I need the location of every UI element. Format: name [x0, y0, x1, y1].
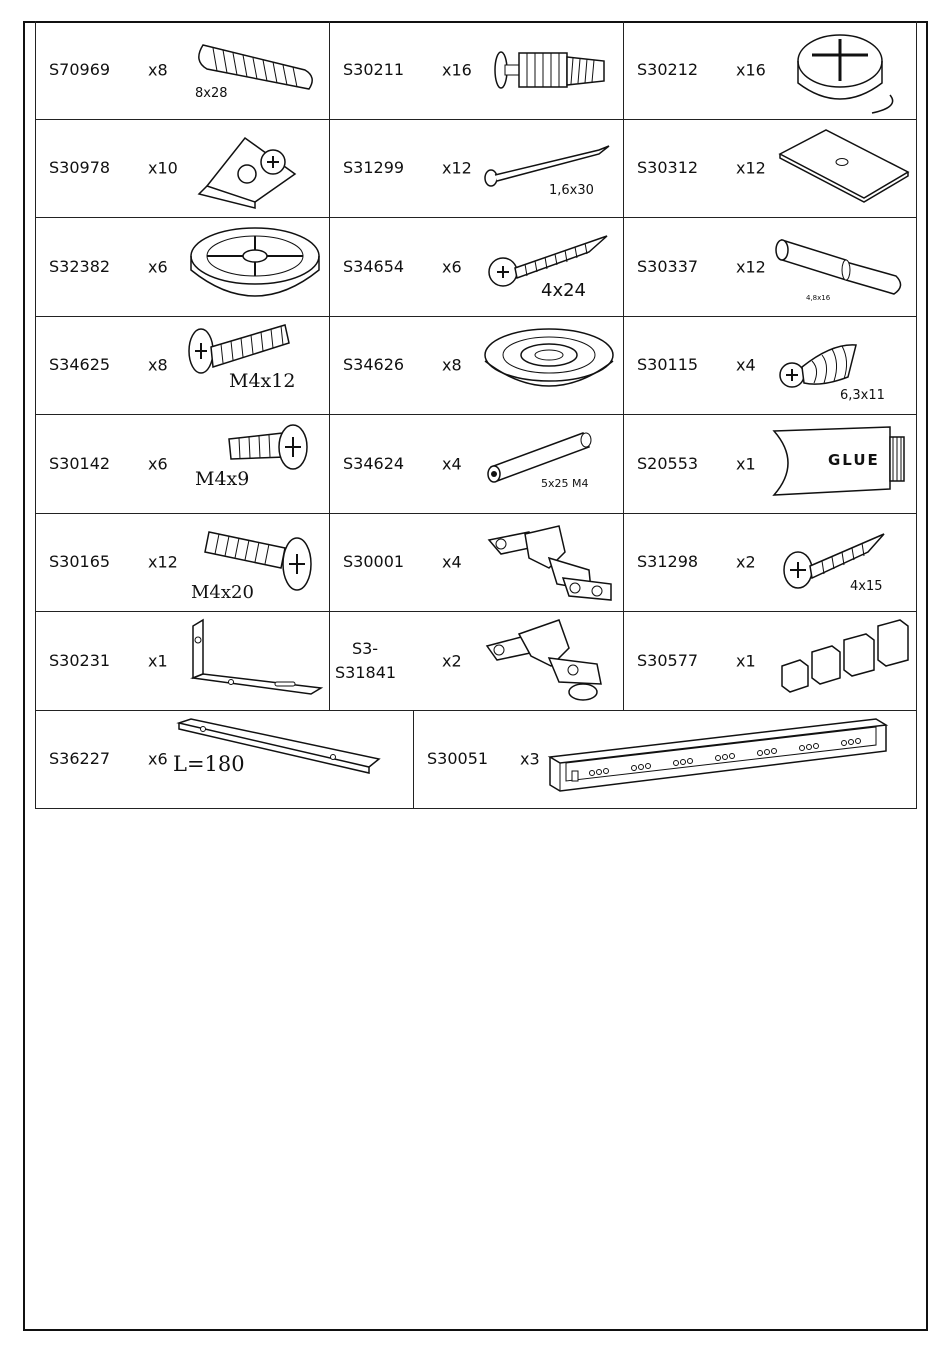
- part-code: S30142: [49, 453, 111, 473]
- part-qty: x4: [736, 355, 756, 375]
- nail-icon: [479, 124, 619, 214]
- part-cell: [329, 120, 623, 218]
- part-qty: x12: [148, 552, 178, 572]
- part-qty: x8: [148, 60, 168, 80]
- part-code: S30211: [343, 59, 405, 79]
- part-qty: x6: [148, 749, 168, 769]
- part-cell: [329, 514, 623, 612]
- corner-block-icon: [185, 124, 325, 214]
- svg-text:5x25 M4: 5x25 M4: [541, 477, 589, 490]
- svg-text:4x15: 4x15: [850, 578, 883, 594]
- svg-text:M4x9: M4x9: [195, 468, 250, 490]
- part-code: S30165: [49, 552, 111, 572]
- foot-glide-icon: [185, 222, 325, 312]
- part-cell: [35, 21, 329, 119]
- svg-text:M4x20: M4x20: [191, 581, 254, 603]
- part-cell: [35, 218, 329, 316]
- part-code: S30312: [637, 158, 699, 178]
- part-code: S34625: [49, 355, 111, 375]
- part-qty: x12: [442, 158, 472, 178]
- part-code: S20553: [637, 453, 699, 473]
- wood-screw-icon: [479, 222, 619, 312]
- part-code: S30001: [343, 552, 405, 572]
- part-code: S30051: [427, 749, 489, 769]
- small-screw-icon: [772, 518, 912, 608]
- part-cell: [329, 317, 623, 415]
- table-row: [35, 317, 917, 416]
- handle-rail-icon: [173, 715, 383, 805]
- dowel-icon: [185, 25, 325, 115]
- hinge-icon: [479, 616, 619, 706]
- svg-text:8x28: 8x28: [195, 86, 228, 101]
- pin-icon: [772, 222, 912, 312]
- part-code: S30978: [49, 158, 111, 178]
- part-qty: x16: [442, 60, 472, 80]
- svg-text:M4x12: M4x12: [229, 369, 296, 392]
- part-code: S36227: [49, 749, 111, 769]
- part-cell: [35, 317, 329, 415]
- spacer-blocks-icon: [772, 616, 912, 706]
- table-row: [35, 120, 917, 219]
- part-cell: [329, 21, 623, 119]
- part-code: S32382: [49, 256, 111, 276]
- round-pad-icon: [479, 321, 619, 411]
- part-qty: x16: [736, 60, 766, 80]
- part-qty: x6: [442, 257, 462, 277]
- part-cell: [623, 612, 917, 710]
- part-cell: [329, 218, 623, 316]
- part-qty: x1: [736, 454, 756, 474]
- part-qty: x1: [148, 651, 168, 671]
- part-code: S34654: [343, 256, 405, 276]
- euro-screw-icon: [772, 321, 912, 411]
- part-qty: x8: [148, 355, 168, 375]
- part-cell: [623, 120, 917, 218]
- part-code: S30337: [637, 256, 699, 276]
- part-qty: x10: [148, 158, 178, 178]
- angle-bracket-icon: [185, 616, 325, 706]
- glue-tube-icon: [772, 419, 912, 509]
- part-qty: x4: [442, 454, 462, 474]
- threaded-sleeve-icon: [479, 419, 619, 509]
- part-code: S34626: [343, 355, 405, 375]
- table-row: [35, 711, 917, 810]
- svg-text:6,3x11: 6,3x11: [840, 387, 885, 403]
- part-cell: [35, 514, 329, 612]
- part-cell: [35, 120, 329, 218]
- part-qty: x2: [442, 651, 462, 671]
- parts-table: [35, 21, 917, 809]
- svg-text:4x24: 4x24: [541, 280, 587, 301]
- part-cell: [35, 612, 329, 710]
- part-qty: x1: [736, 651, 756, 671]
- cam-lock-icon: [772, 25, 912, 115]
- machine-screw-icon: [185, 321, 325, 411]
- short-bolt-icon: [185, 419, 325, 509]
- part-cell: [623, 514, 917, 612]
- table-row: [35, 415, 917, 514]
- drawer-slide-icon: [546, 715, 906, 805]
- part-cell: [623, 317, 917, 415]
- svg-text:1,6x30: 1,6x30: [549, 182, 594, 198]
- part-qty: x8: [442, 355, 462, 375]
- part-qty: x3: [520, 749, 540, 769]
- table-row: [35, 612, 917, 711]
- part-code: S70969: [49, 59, 111, 79]
- part-cell: [623, 21, 917, 119]
- table-row: [35, 218, 917, 317]
- part-qty: x2: [736, 552, 756, 572]
- cam-bolt-icon: [479, 25, 619, 115]
- part-qty: x12: [736, 257, 766, 277]
- part-code: S34624: [343, 453, 405, 473]
- part-cell: [35, 711, 413, 809]
- part-code: S30212: [637, 59, 699, 79]
- part-qty: x4: [442, 552, 462, 572]
- plate-icon: [772, 124, 912, 214]
- long-bolt-icon: [185, 518, 325, 608]
- part-cell: [35, 415, 329, 513]
- part-code: S31299: [343, 158, 405, 178]
- part-qty: x6: [148, 257, 168, 277]
- part-cell: [623, 415, 917, 513]
- svg-text:4,8x16: 4,8x16: [806, 294, 831, 302]
- table-row: [35, 514, 917, 613]
- part-code: S30231: [49, 650, 111, 670]
- part-qty: x6: [148, 454, 168, 474]
- part-cell: [623, 218, 917, 316]
- part-qty: x12: [736, 158, 766, 178]
- part-code: S30115: [637, 355, 699, 375]
- part-code: S30577: [637, 650, 699, 670]
- part-cell: [329, 612, 623, 710]
- svg-text:GLUE: GLUE: [828, 451, 880, 469]
- part-code: S31298: [637, 552, 699, 572]
- part-cell: [329, 415, 623, 513]
- table-row: [35, 21, 917, 120]
- svg-text:L=180: L=180: [173, 751, 245, 776]
- hinge-icon: [479, 518, 619, 608]
- part-cell: [413, 711, 917, 809]
- part-code: S3- S31841: [335, 638, 397, 682]
